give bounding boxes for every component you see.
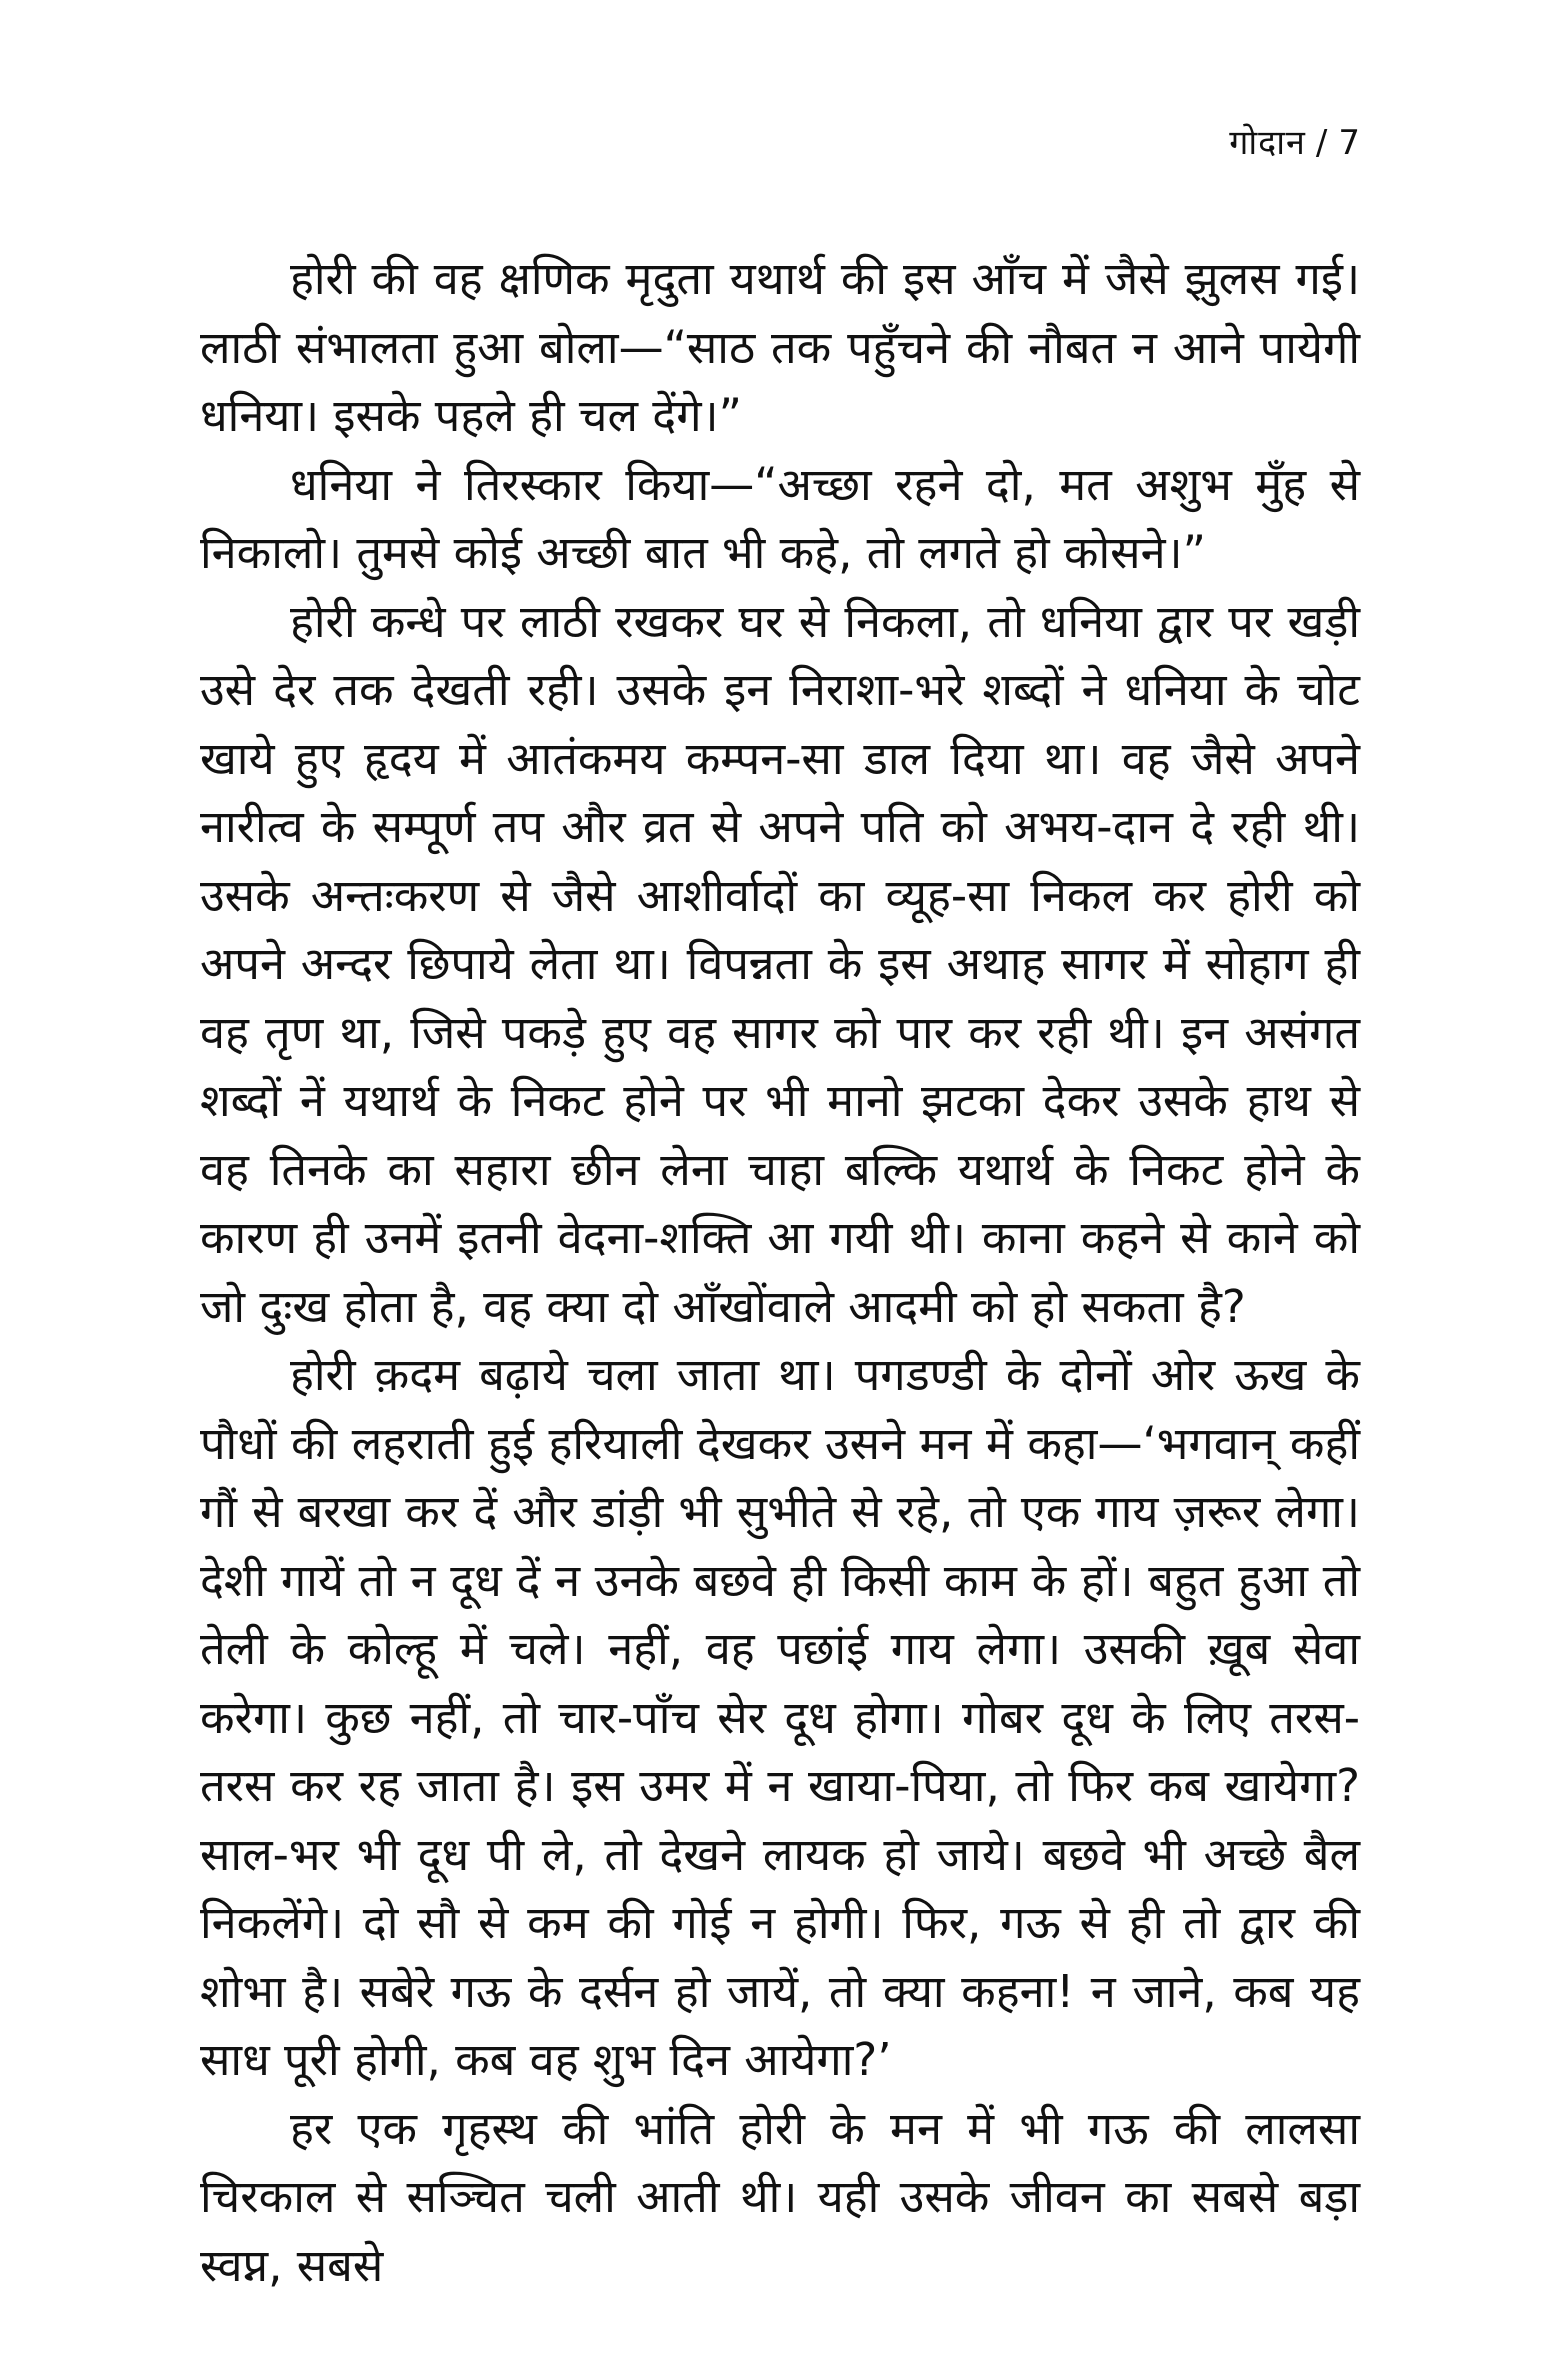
paragraph-5: हर एक गृहस्थ की भांति होरी के मन में भी गऊ की लालसा चिरकाल से सञ्चित चली आती थी। यही उसके जीवन का सबसे बड़ा स्वप्न, सबसे [200, 2101, 1360, 2292]
paragraph-4: होरी क़दम बढ़ाये चला जाता था। पगडण्डी के दोनों ओर ऊख के पौधों की लहराती हुई हरियाली देखकर उसने मन में कहा—‘भगवान् कहीं गौं से बरखा कर दें और डांड़ी भी सुभीते से रहे, तो एक गाय ज़रूर लेगा। देशी गायें तो न दूध दें न उनके बछवे ही किसी काम के हों। बहुत हुआ तो तेली के कोल्हू में चले। नहीं, वह पछांई गाय लेगा। उसकी ख़ूब सेवा करेगा। कुछ नहीं, तो चार-पाँच सेर दूध होगा। गोबर दूध के लिए तरस-तरस कर रह जाता है। इस उमर में न खाया-पिया, तो फिर कब खायेगा? साल-भर भी दूध पी ले, तो देखने लायक हो जाये। बछवे भी अच्छे बैल निकलेंगे। दो सौ से कम की गोई न होगी। फिर, गऊ से ही तो द्वार की शोभा है। सबेरे गऊ के दर्सन हो जायें, तो क्या कहना! न जाने, कब यह साध पूरी होगी, कब वह शुभ दिन आयेगा?’ [200, 1348, 1360, 2086]
body-text [200, 245, 1360, 2300]
header-separator: / [1315, 123, 1329, 163]
paragraph-1: होरी की वह क्षणिक मृदुता यथार्थ की इस आँच में जैसे झुलस गई। लाठी संभालता हुआ बोला—“साठ तक पहुँचने की नौबत न आने पायेगी धनिया। इसके पहले ही चल देंगे।” [200, 252, 1360, 442]
running-head [1229, 118, 1361, 164]
book-title: गोदान [1229, 123, 1306, 163]
page-number: 7 [1338, 123, 1361, 163]
paragraph-2: धनिया ने तिरस्कार किया—“अच्छा रहने दो, मत अशुभ मुँह से निकालो। तुमसे कोई अच्छी बात भी कहे, तो लगते हो कोसने।” [200, 457, 1360, 579]
paragraph-3: होरी कन्धे पर लाठी रखकर घर से निकला, तो धनिया द्वार पर खड़ी उसे देर तक देखती रही। उसके इन निराशा-भरे शब्दों ने धनिया के चोट खाये हुए हृदय में आतंकमय कम्पन-सा डाल दिया था। वह जैसे अपने नारीत्व के सम्पूर्ण तप और व्रत से अपने पति को अभय-दान दे रही थी। उसके अन्तःकरण से जैसे आशीर्वादों का व्यूह-सा निकल कर होरी को अपने अन्दर छिपाये लेता था। विपन्नता के इस अथाह सागर में सोहाग ही वह तृण था, जिसे पकड़े हुए वह सागर को पार कर रही थी। इन असंगत शब्दों नें यथार्थ के निकट होने पर भी मानो झटका देकर उसके हाथ से वह तिनके का सहारा छीन लेना चाहा बल्कि यथार्थ के निकट होने के कारण ही उनमें इतनी वेदना-शक्ति आ गयी थी। काना कहने से काने को जो दुःख होता है, वह क्या दो आँखोंवाले आदमी को हो सकता है? [200, 594, 1360, 1333]
